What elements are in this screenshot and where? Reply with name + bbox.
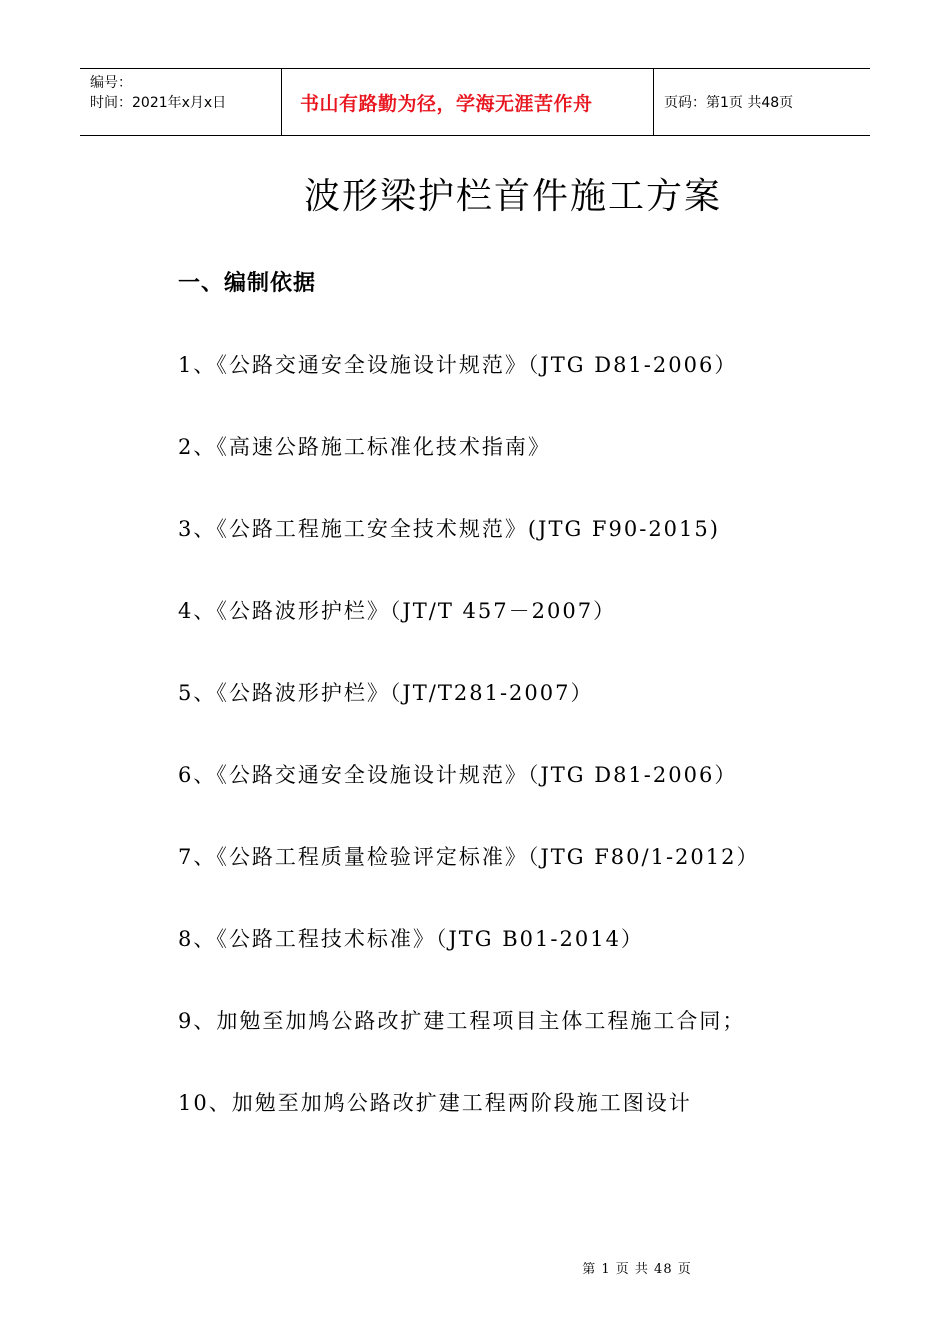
basis-item: 6、《公路交通安全设施设计规范》（JTG D81-2006） [178, 763, 738, 787]
basis-item: 3、《公路工程施工安全技术规范》(JTG F90-2015) [178, 517, 720, 541]
basis-item: 5、《公路波形护栏》（JT/T281-2007） [178, 681, 594, 705]
basis-item: 4、《公路波形护栏》（JT/T 457－2007） [178, 599, 617, 623]
header-motto-cell [282, 69, 654, 135]
header-number-label: 编号： [90, 75, 132, 91]
basis-item: 7、《公路工程质量检验评定标准》（JTG F80/1-2012） [178, 845, 760, 869]
basis-item: 1、《公路交通安全设施设计规范》（JTG D81-2006） [178, 353, 738, 377]
header-time-label: 时间：2021年x月x日 [90, 95, 227, 111]
basis-item: 9、加勉至加鸠公路改扩建工程项目主体工程施工合同； [178, 1009, 746, 1033]
basis-item: 8、《公路工程技术标准》（JTG B01-2014） [178, 927, 644, 951]
page-header [80, 68, 870, 136]
basis-item: 2、《高速公路施工标准化技术指南》 [178, 435, 551, 459]
header-meta-cell [80, 69, 282, 135]
basis-list [178, 349, 760, 1169]
header-motto: 书山有路勤为径，学海无涯苦作舟 [300, 92, 593, 115]
header-page-cell [654, 69, 870, 135]
basis-item: 10、加勉至加鸠公路改扩建工程两阶段施工图设计 [178, 1091, 692, 1115]
page-footer: 第 1 页 共 48 页 [582, 1262, 692, 1277]
header-page-info: 页码：第1页 共48页 [664, 95, 794, 111]
document-title: 波形梁护栏首件施工方案 [303, 176, 722, 217]
section-heading: 一、编制依据 [178, 271, 317, 296]
